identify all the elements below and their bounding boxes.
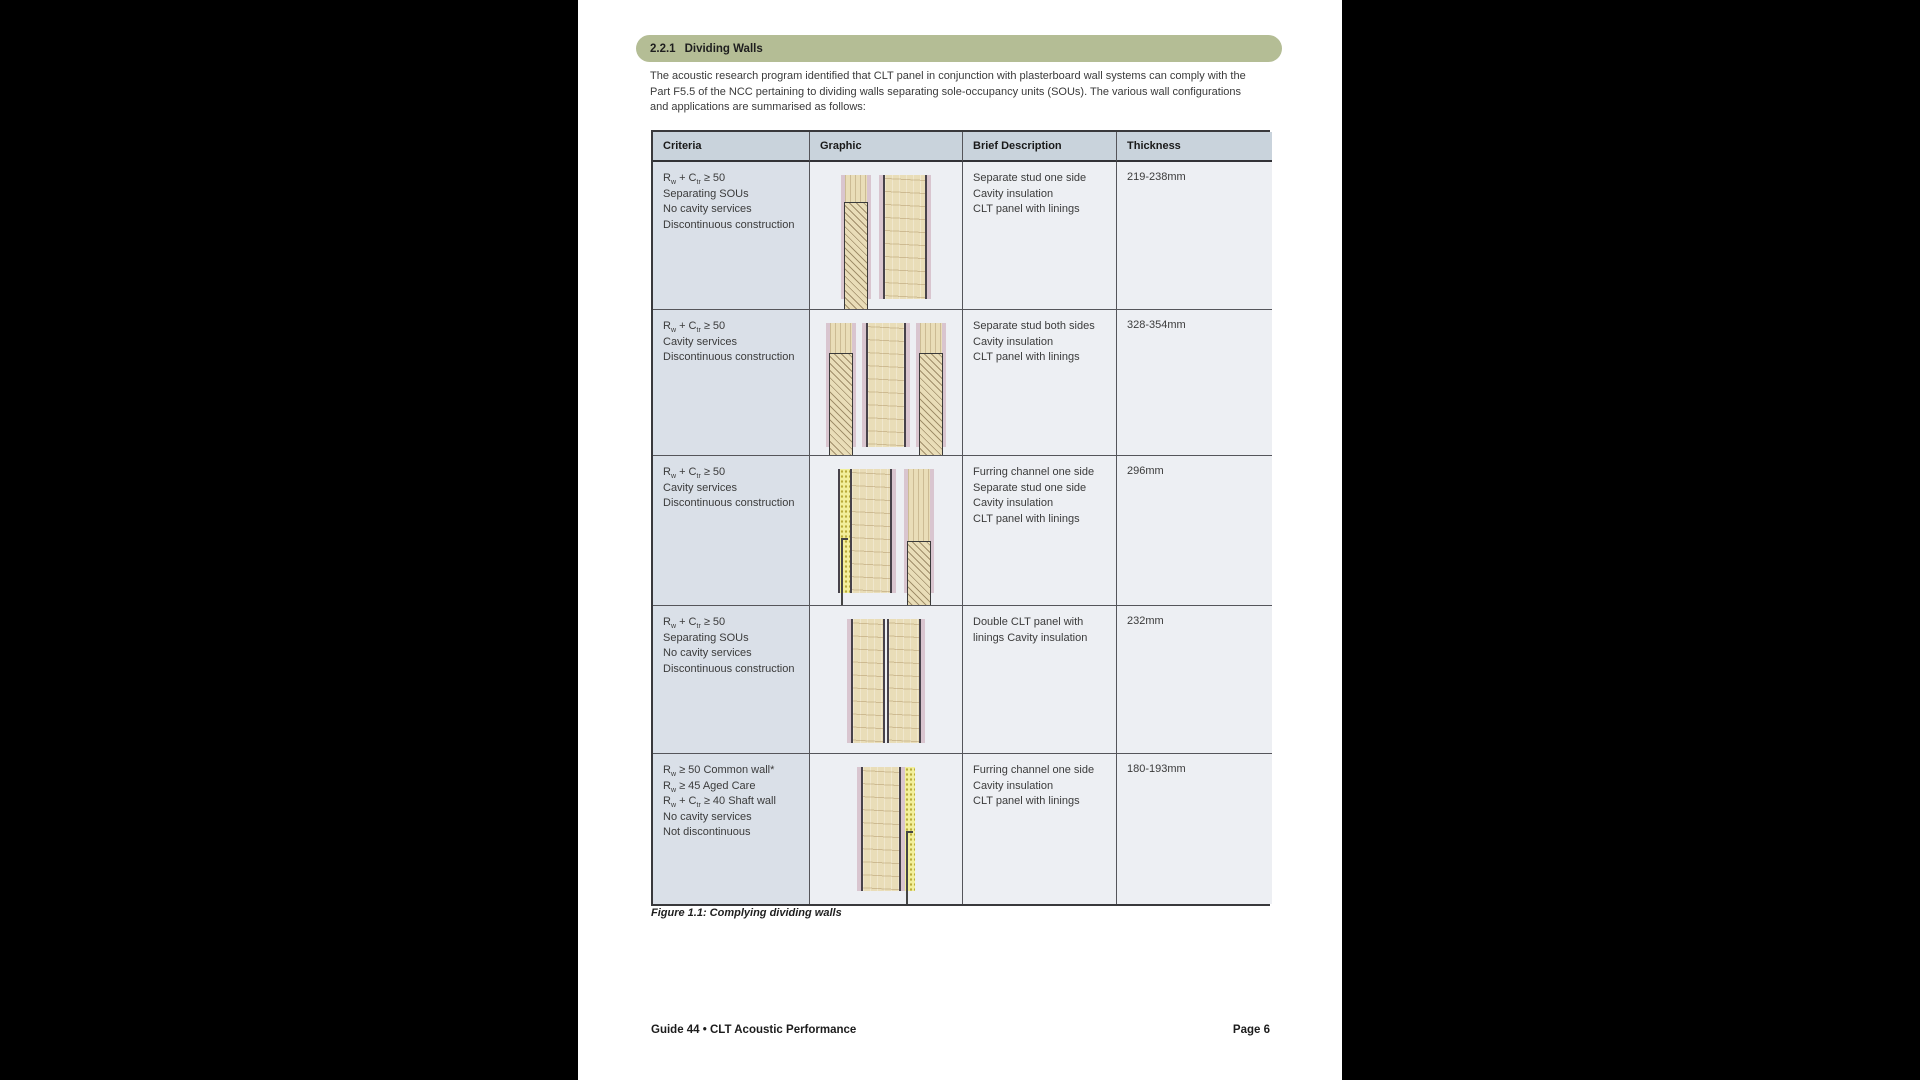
- description-cell: Double CLT panel with linings Cavity insulation: [963, 606, 1117, 754]
- wall-graphic: [820, 619, 952, 743]
- thickness-cell: 296mm: [1117, 456, 1272, 606]
- clt-panel: [887, 619, 925, 743]
- clt-wood: [885, 175, 925, 299]
- column-header-thickness: Thickness: [1117, 132, 1272, 162]
- stud-wall: [904, 469, 934, 593]
- stud-frame: [908, 469, 930, 593]
- noggin: [829, 353, 853, 456]
- criteria-cell: $R_w + C_{tr} \ge 50$ Separating SOUs No cavity services Discontinuous construction: [653, 162, 810, 310]
- insulation-strip: [905, 767, 915, 891]
- wall-graphic: [820, 469, 952, 593]
- clt-wood: [889, 619, 919, 743]
- clt-wood: [863, 767, 899, 891]
- stud-wall: [826, 323, 856, 447]
- figure-caption: Figure 1.1: Complying dividing walls: [651, 907, 842, 919]
- criteria-cell: $R_w + C_{tr} \ge 50$ Cavity services Discontinuous construction: [653, 310, 810, 456]
- description-cell: Separate stud one side Cavity insulation CLT panel with linings: [963, 162, 1117, 310]
- wall-graphic: [820, 175, 952, 299]
- description-cell: Separate stud both sides Cavity insulation CLT panel with linings: [963, 310, 1117, 456]
- graphic-cell: [810, 310, 963, 456]
- criteria-cell: $R_w + C_{tr} \ge 50$ Separating SOUs No cavity services Discontinuous construction: [653, 606, 810, 754]
- description-cell: Furring channel one side Cavity insulation CLT panel with linings: [963, 754, 1117, 904]
- clt-panel: [879, 175, 931, 299]
- intro-paragraph: [650, 69, 1310, 116]
- footer-guide-title: Guide 44 • CLT Acoustic Performance: [651, 1024, 857, 1036]
- furring-channel: [906, 831, 913, 904]
- thickness-cell: 219-238mm: [1117, 162, 1272, 310]
- plasterboard-lining: [927, 175, 931, 299]
- clt-panel: [838, 469, 896, 593]
- clt-panel: [857, 767, 915, 891]
- intro-line: The acoustic research program identified that CLT panel in conjunction with plasterboard wall systems can comply with the: [650, 70, 1246, 82]
- criteria-cell: $R_w + C_{tr} \ge 50$ Cavity services Discontinuous construction: [653, 456, 810, 606]
- graphic-cell: [810, 754, 963, 904]
- column-header-graphic: Graphic: [810, 132, 963, 162]
- noggin: [919, 353, 943, 456]
- section-number: 2.2.1: [650, 42, 676, 55]
- section-title: Dividing Walls: [684, 42, 763, 55]
- thickness-cell: 328-354mm: [1117, 310, 1272, 456]
- furring-channel: [841, 538, 848, 606]
- clt-panel: [847, 619, 885, 743]
- page-footer: [651, 1024, 1270, 1036]
- clt-panel: [862, 323, 910, 447]
- thickness-cell: 232mm: [1117, 606, 1272, 754]
- intro-line: Part F5.5 of the NCC pertaining to dividing walls separating sole-occupancy units (SOUs). The various wall configurations: [650, 85, 1242, 98]
- clt-wood: [868, 323, 904, 447]
- stud-wall: [916, 323, 946, 447]
- stud-wall: [841, 175, 871, 299]
- graphic-cell: [810, 606, 963, 754]
- stud-frame: [920, 323, 942, 447]
- insulation-strip: [840, 469, 850, 593]
- graphic-cell: [810, 162, 963, 310]
- dividing-walls-table: [651, 130, 1270, 906]
- graphic-cell: [810, 456, 963, 606]
- clt-wood: [852, 469, 890, 593]
- noggin: [844, 202, 868, 310]
- stud-frame: [830, 323, 852, 447]
- criteria-cell: $R_w \ge 50$ Common wall* $R_w \ge 45$ Aged Care $R_w + C_{tr} \ge 40$ Shaft wall No cavity services Not discontinuous: [653, 754, 810, 904]
- intro-line: and applications are summarised as follows:: [650, 101, 866, 114]
- wall-graphic: [820, 767, 952, 891]
- document-page: [578, 0, 1342, 1080]
- column-header-brief-description: Brief Description: [963, 132, 1117, 162]
- stud-frame: [845, 175, 867, 299]
- footer-page-number: Page 6: [1232, 1024, 1270, 1036]
- section-header-bar: [636, 35, 1282, 62]
- wall-graphic: [820, 323, 952, 447]
- plasterboard-lining: [921, 619, 925, 743]
- thickness-cell: 180-193mm: [1117, 754, 1272, 904]
- clt-wood: [853, 619, 883, 743]
- column-header-criteria: Criteria: [653, 132, 810, 162]
- noggin: [907, 541, 931, 606]
- description-cell: Furring channel one side Separate stud one side Cavity insulation CLT panel with linings: [963, 456, 1117, 606]
